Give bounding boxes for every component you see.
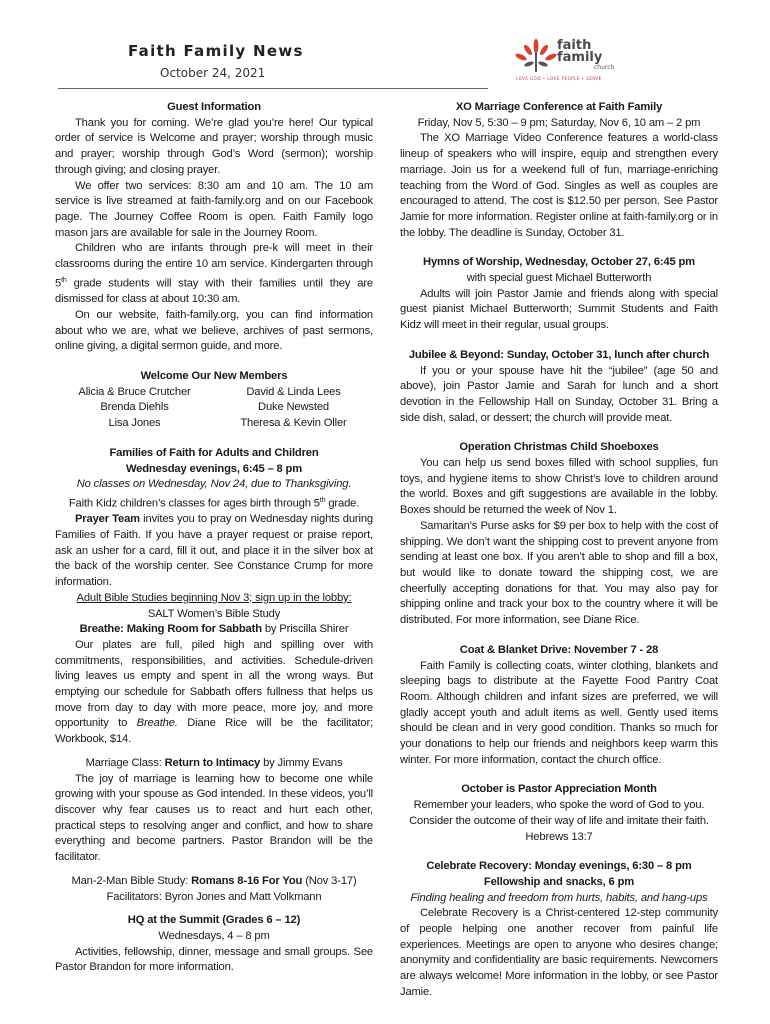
hymns-of-worship-title: Hymns of Worship, Wednesday, October 27, 6:45 pm <box>423 256 695 269</box>
hq-summit-description: Activities, fellowship, dinner, message and small groups. See Pastor Brandon for more information. <box>55 945 373 974</box>
guest-info-p1: Thank you for coming. We’re glad you’re here! Our typical order of service is Welcome and prayer; worship through music and prayer; worship through God’s Word (sermon); worship through giving; and closing prayer. <box>55 116 373 176</box>
member-name: Duke Newsted <box>258 401 329 414</box>
xo-conference-title: XO Marriage Conference at Faith Family <box>455 101 663 113</box>
guest-info-title: Guest Information <box>167 101 261 113</box>
man-to-man-facilitators: Facilitators: Byron Jones and Matt Volkmann <box>106 890 322 903</box>
celebrate-recovery-subtitle: Finding healing and freedom from hurts, habits, and hang-ups <box>410 891 708 904</box>
logo-tagline: LOVE GOD • LOVE PEOPLE • SERVE <box>516 76 602 81</box>
xo-conference-description: The XO Marriage Video Conference features a world-class lineup of speakers who will inspire, equip and strengthen every marriage. Join us for a weekend full of fun, marriage-enriching teaching from the Word of God. Singles as well as couples are encouraged to attend. The cost is $12.50 per person. See Pastor Jamie for more information. Register online at faith-family.org or in the lobby. The deadline is Sunday, October 31. <box>400 132 718 239</box>
marriage-class-description: The joy of marriage is learning how to become one while growing with your spouse as God intended. In these videos, you’ll discover why fear causes us to react and hurt each other, practical steps to resolving anger and conflict, and how to share everything and become partners. Pastor Brandon will be the facilitator. <box>55 772 373 864</box>
shoeboxes-p1: You can help us send boxes filled with school supplies, fun toys, and hygiene items to show Christ’s love to children around the world. Boxes and gift suggestions are available in the lobby. Boxes should be returned the week of Nov 1. <box>400 457 718 517</box>
new-members-title: Welcome Our New Members <box>140 369 288 382</box>
guest-info-p3: Children who are infants through pre-k will meet in their classrooms during the entire 10 am service. Kindergarten through 5th grade students will stay with their families until they are dismissed for class at about 10:30 am. <box>55 242 373 306</box>
coat-drive-title: Coat & Blanket Drive: November 7 - 28 <box>459 643 659 656</box>
man-to-man-study-title: Man-2-Man Bible Study: Romans 8-16 For You (Nov 3-17) <box>71 874 357 887</box>
guest-info-p4: On our website, faith-family.org, you can find information about who we are, what we believe, archives of past sermons, online giving, a digital sermon guide, and more. <box>55 308 373 353</box>
member-name: Theresa & Kevin Oller <box>240 417 347 430</box>
member-name: David & Linda Lees <box>246 385 341 398</box>
coat-drive-description: Faith Family is collecting coats, winter clothing, blankets and sleeping bags to distribute at the Fayette Food Pantry Coat Room. Although children and infant sizes are preferred, we will gladly accept youth and adult items as well. Gently used items should be clean and in very good condition. Thanks so much for your donations to help our friends and neighbors keep warm this winter. For more information, contact the church office. <box>400 659 718 766</box>
bible-studies-signup: Adult Bible Studies beginning Nov 3; sign up in the lobby: <box>76 591 352 604</box>
member-name: Alicia & Bruce Crutcher <box>78 385 191 398</box>
right-column <box>400 100 718 1001</box>
new-members-list <box>55 385 373 432</box>
member-name: Brenda Diehls <box>100 401 169 414</box>
guest-info-p2: We offer two services: 8:30 am and 10 am. The 10 am service is live streamed at faith-family.org and on our Facebook page. The Journey Coffee Room is open. Faith Family logo mason jars are available for sale in the Journey Room. <box>55 179 373 239</box>
newsletter-title: Faith Family News <box>128 42 304 60</box>
salt-study-title: SALT Women’s Bible Study <box>147 607 281 620</box>
hq-summit-title: HQ at the Summit (Grades 6 – 12) <box>127 914 301 927</box>
hymns-of-worship-guest: with special guest Michael Butterworth <box>466 272 652 285</box>
jubilee-title: Jubilee & Beyond: Sunday, October 31, lunch after church <box>408 348 710 361</box>
celebrate-recovery-snacks: Fellowship and snacks, 6 pm <box>483 875 635 888</box>
xo-conference-dates: Friday, Nov 5, 5:30 – 9 pm; Saturday, Nov 6, 10 am – 2 pm <box>417 116 701 129</box>
shoeboxes-title: Operation Christmas Child Shoeboxes <box>459 441 659 454</box>
breathe-study-description: Our plates are full, piled high and spilling over with commitments, responsibilities, and activities. Schedule-driven living leaves us empty and spent in all the wrong ways. But emptying our schedule for Sabbath offers fullness that helps us move from day to day with more peace, more joy, and more opportunity to Breathe. Diane Rice will be the facilitator; Workbook, $14. <box>55 638 373 746</box>
pastor-appreciation-verse: Remember your leaders, who spoke the word of God to you. Consider the outcome of their way of life and imitate their faith. <box>409 799 709 827</box>
families-of-faith-note: No classes on Wednesday, Nov 24, due to Thanksgiving. <box>76 478 352 491</box>
jubilee-description: If you or your spouse have hit the “jubilee” (age 50 and above), join Pastor Jamie and Sarah for lunch and a short devotion in the Fellowship Hall on Sunday, October 31. Bring a side dish, salad, or dessert; the church will provide meat. <box>400 364 718 424</box>
marriage-class-title: Marriage Class: Return to Intimacy by Jimmy Evans <box>85 756 343 769</box>
celebrate-recovery-title: Celebrate Recovery: Monday evenings, 6:30 – 8 pm <box>426 860 692 873</box>
newsletter-date: October 24, 2021 <box>160 66 266 80</box>
left-column <box>55 100 373 976</box>
pastor-appreciation-title: October is Pastor Appreciation Month <box>461 783 657 796</box>
logo-wordmark: faith family <box>557 38 603 65</box>
shoeboxes-p2: Samaritan’s Purse asks for $9 per box to help with the cost of shipping. We don’t want the shipping cost to prevent anyone from sending at least one box. If you aren’t able to shop and fill a box, but would like to donate toward the shipping cost, we are cheerfully accepting donations for that. You may also pay for shipping online and track your box to the country where it will be distributed. For more information, see Diane Rice. <box>400 519 718 627</box>
pastor-appreciation-reference: Hebrews 13:7 <box>525 830 593 843</box>
families-of-faith-title: Families of Faith for Adults and Children <box>109 446 319 459</box>
hymns-of-worship-description: Adults will join Pastor Jamie and friends along with special guest pianist Michael Butterworth; Summit Students and Faith Kidz will meet in their regular, usual groups. <box>400 287 718 332</box>
breathe-study-title: Breathe: Making Room for Sabbath by Priscilla Shirer <box>79 623 349 636</box>
hq-summit-time: Wednesdays, 4 – 8 pm <box>158 929 270 942</box>
celebrate-recovery-description: Celebrate Recovery is a Christ-centered 12-step community of people helping one another recover from painful life experiences. Meetings are open to anyone who desires change; anonymity and confidentiality are basic requirements. Newcomers are always welcome! More information in the lobby, or see Pastor Jamie. <box>400 907 718 998</box>
member-name: Lisa Jones <box>108 417 161 430</box>
logo-church-label: church <box>594 64 615 71</box>
families-of-faith-time: Wednesday evenings, 6:45 – 8 pm <box>125 462 303 475</box>
faith-kidz-info: Faith Kidz children’s classes for ages birth through 5th grade. <box>68 496 360 510</box>
prayer-team-info: Prayer Team invites you to pray on Wednesday nights during Families of Faith. If you have a prayer request or praise report, ask an usher for a card, fill it out, and place it in the silver box at the back of the worship center. See Constance Crump for more information. <box>55 513 373 589</box>
header-rule <box>58 88 488 89</box>
